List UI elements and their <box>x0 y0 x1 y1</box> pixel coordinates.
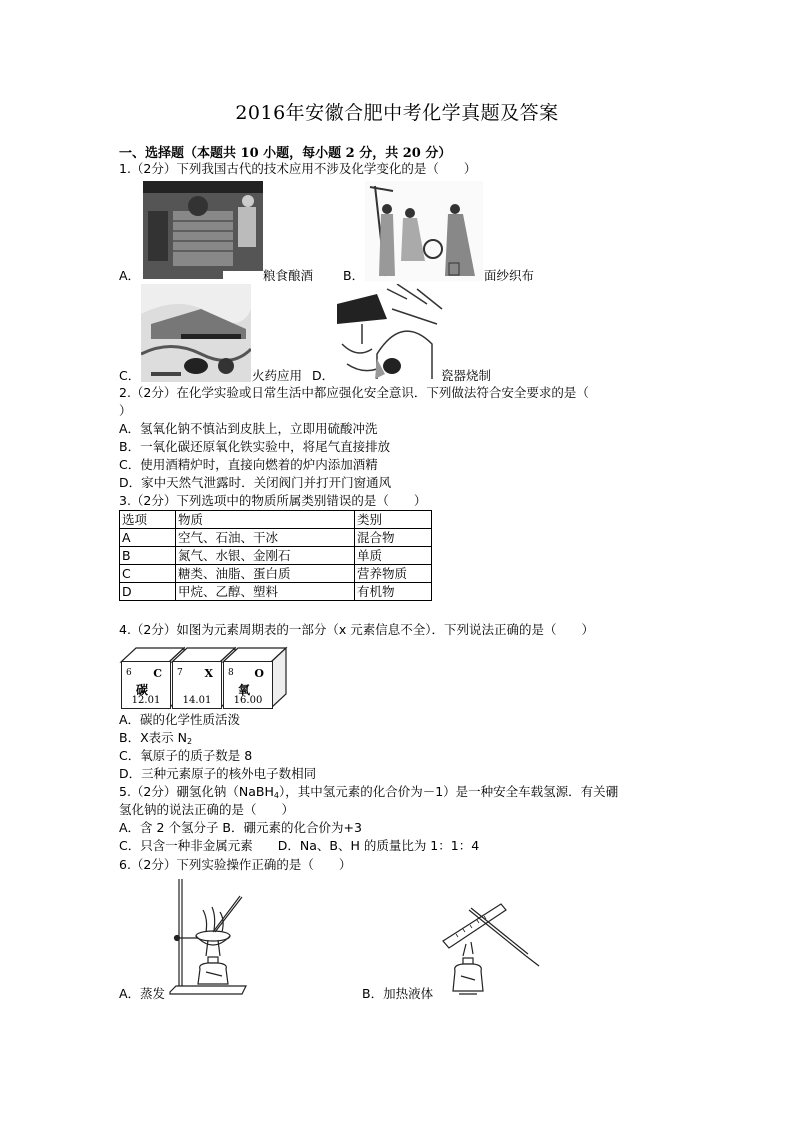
evaporation-apparatus <box>168 874 248 998</box>
table-cell: 营养物质 <box>355 565 432 583</box>
subscript: 2 <box>186 737 193 746</box>
table-row <box>120 547 432 565</box>
q1-option-d-text: 瓷器烧制 <box>441 368 492 383</box>
table-cell: A <box>120 529 176 547</box>
question-4-stem: 4.（2分）如图为元素周期表的一部分（x 元素信息不全）．下列说法正确的是（ ） <box>119 622 595 637</box>
element-name: 氧 <box>238 683 251 697</box>
element-cell-carbon <box>121 661 171 709</box>
element-cell-oxygen <box>223 661 273 709</box>
atomic-mass: 14.01 <box>182 695 212 706</box>
question-1-stem: 1.（2分）下列我国古代的技术应用不涉及化学变化的是（ ） <box>119 161 477 176</box>
table-cell: 氮气、水银、金刚石 <box>176 547 355 565</box>
subscript: 4 <box>273 791 279 800</box>
q2-option-d: D．家中天然气泄露时．关闭阀门并打开门窗通风 <box>119 475 392 490</box>
atomic-mass: 16.00 <box>233 695 263 706</box>
q6-option-b-label: B．加热液体 <box>362 986 434 1001</box>
q2-option-b: B．一氧化碳还原氧化铁实验中，将尾气直接排放 <box>119 439 391 454</box>
table-cell: 空气、石油、干冰 <box>176 529 355 547</box>
q1-option-b-label: B． <box>343 268 365 283</box>
q1-option-b-text: 面纱织布 <box>484 268 535 283</box>
q1-option-c-text: 火药应用 <box>252 368 303 383</box>
q2-option-a: A．氢氧化钠不慎沾到皮肤上，立即用硫酸冲洗 <box>119 421 378 436</box>
section-heading: 一、选择题（本题共 10 小题，每小题 2 分，共 20 分） <box>119 146 452 161</box>
question-6-stem: 6.（2分）下列实验操作正确的是（ ） <box>119 857 352 872</box>
table-cell: 混合物 <box>355 529 432 547</box>
atomic-number: 7 <box>177 668 183 678</box>
table-header-row <box>120 511 432 529</box>
atomic-mass: 12.01 <box>131 695 161 706</box>
weaving-illustration <box>365 181 483 281</box>
q4-option-a: A．碳的化学性质活泼 <box>119 712 241 727</box>
table-cell: 甲烷、乙醇、塑料 <box>176 583 355 601</box>
question-5-stem-cont: 氢化钠的说法正确的是（ ） <box>119 802 295 817</box>
q2-option-c: C．使用酒精炉时，直接向燃着的炉内添加酒精 <box>119 457 378 472</box>
heating-liquid-apparatus <box>441 896 546 998</box>
table-row <box>120 529 432 547</box>
q1-option-c-label: C． <box>119 368 141 383</box>
element-cell-x <box>172 661 222 709</box>
table-header-cell: 类别 <box>355 511 432 529</box>
gunpowder-illustration <box>141 284 251 382</box>
table-row <box>120 583 432 601</box>
q1-option-a-text: 粮食酿酒 <box>263 268 314 283</box>
q4-option-d: D．三种元素原子的核外电子数相同 <box>119 766 317 781</box>
element-symbol: C <box>153 667 162 680</box>
page-title: 2016年安徽合肥中考化学真题及答案 <box>235 102 559 124</box>
q1-option-d-label: D． <box>312 368 335 383</box>
atomic-number: 8 <box>228 668 234 678</box>
brewing-illustration <box>143 181 263 279</box>
atomic-number: 6 <box>126 668 132 678</box>
table-header-cell: 选项 <box>120 511 176 529</box>
table-cell: C <box>120 565 176 583</box>
table-cell: 糖类、油脂、蛋白质 <box>176 565 355 583</box>
q1-option-a-label: A． <box>119 268 141 283</box>
q4-option-b-text: B．X表示 N <box>119 730 187 745</box>
q5-options-ab: A．含 2 个氢分子 B．硼元素的化合价为+3 <box>119 820 362 835</box>
element-name: 碳 <box>136 683 149 697</box>
q6-option-a-label: A．蒸发 <box>119 986 166 1001</box>
q5-options-cd: C．只含一种非金属元素 D．Na、B、H 的质量比为 1：1：4 <box>119 838 480 853</box>
table-row <box>120 565 432 583</box>
table-cell: 单质 <box>355 547 432 565</box>
question-2-stem: 2.（2分）在化学实验或日常生活中都应强化安全意识．下列做法符合安全要求的是（ <box>119 385 589 400</box>
stem-text: 5.（2分）硼氢化钠（NaBH <box>119 784 274 799</box>
stem-text: ），其中氢元素的化合价为－1）是一种安全车载氢源．有关硼 <box>278 784 619 799</box>
element-symbol: X <box>204 667 213 680</box>
table-cell: 有机物 <box>355 583 432 601</box>
table-cell: D <box>120 583 176 601</box>
question-2-stem-cont: ） <box>119 403 132 418</box>
table-cell: B <box>120 547 176 565</box>
question-3-stem: 3.（2分）下列选项中的物质所属类别错误的是（ ） <box>119 493 427 508</box>
q3-classification-table <box>119 510 432 601</box>
element-symbol: O <box>254 667 264 680</box>
porcelain-kiln-illustration <box>337 284 447 380</box>
q4-option-c: C．氧原子的质子数是 8 <box>119 748 253 763</box>
table-header-cell: 物质 <box>176 511 355 529</box>
